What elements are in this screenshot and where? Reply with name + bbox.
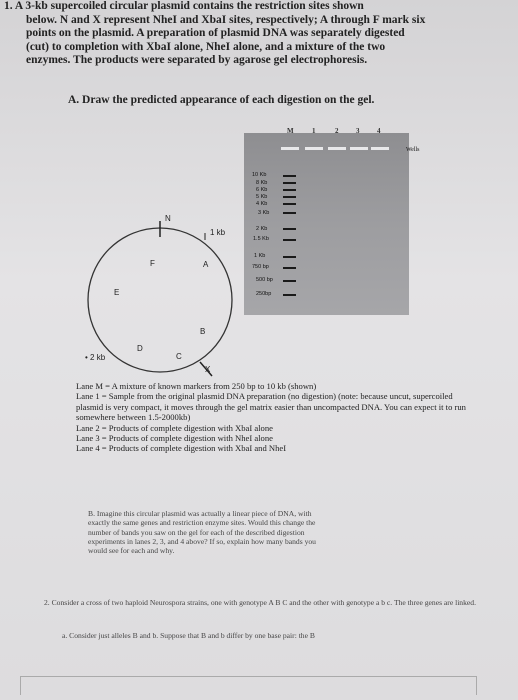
q1-line-2: below. N and X represent NheI and XbaI sites, respectively; A through F mark six: [26, 13, 426, 26]
legend-lane-3: Lane 3 = Products of complete digestion with NheI alone: [76, 433, 273, 444]
question-1a: A. Draw the predicted appearance of each digestion on the gel.: [68, 94, 375, 106]
site-n-label: N: [165, 214, 171, 223]
marker-250bp: 250bp: [256, 291, 272, 297]
marker-band-250bp: [283, 294, 296, 296]
wells-label: Wells: [406, 147, 420, 153]
point-d-label: D: [137, 344, 143, 353]
marker-1kb: 1 Kb: [254, 253, 266, 259]
lane-3-header: 3: [356, 127, 360, 135]
well-2: [328, 147, 346, 150]
legend-lane-m: Lane M = A mixture of known markers from 250 bp to 10 kb (shown): [76, 381, 317, 391]
well-3: [350, 147, 368, 150]
lane-2-header: 2: [335, 127, 339, 135]
marker-8kb: 8 Kb: [256, 180, 268, 186]
marker-10kb: 10 Kb: [252, 172, 267, 178]
marker-band-4kb: [283, 203, 296, 205]
plasmid-circle: [88, 228, 232, 372]
question-1b-text: B. Imagine this circular plasmid was actually a linear piece of DNA, with exactly the same genes and restriction enzyme sites. Would this change the number of bands you saw on the gel for each of the described digestion experiments in lanes 2, 3, and 4 above? If so, explain how many bands you would see for each and why.: [88, 509, 316, 556]
question-2: [44, 598, 484, 607]
q1-line-1: 1. A 3-kb supercoiled circular plasmid contains the restriction sites shown: [4, 0, 364, 12]
marker-3kb: 3 Kb: [258, 210, 270, 216]
question-2a: a. Consider just alleles B and b. Suppose that B and b differ by one base pair: the B: [62, 631, 315, 640]
legend-lane-4: Lane 4 = Products of complete digestion with XbaI and NheI: [76, 443, 287, 454]
agarose-gel: [244, 133, 409, 315]
point-c-label: C: [176, 352, 182, 361]
marker-band-3kb: [283, 212, 296, 214]
point-f-label: F: [150, 259, 155, 268]
answer-box: [20, 676, 477, 695]
lane-4-header: 4: [377, 127, 381, 135]
marker-band-1-5kb: [283, 239, 296, 241]
length-1kb-label: 1 kb: [210, 228, 226, 237]
length-2kb-label: • 2 kb: [85, 353, 106, 362]
lane-1-header: 1: [312, 127, 316, 135]
well-4: [371, 147, 389, 150]
site-x-label: X: [205, 365, 211, 374]
marker-2kb: 2 Kb: [256, 226, 268, 232]
marker-band-2kb: [283, 228, 296, 230]
marker-band-500bp: [283, 280, 296, 282]
q1-line-5: enzymes. The products were separated by agarose gel electrophoresis.: [26, 54, 368, 66]
marker-band-1kb: [283, 256, 296, 258]
legend-lane-1: Lane 1 = Sample from the original plasmid DNA preparation (no digestion) (note: because uncut, supercoiled plasmid is very compact, it moves through the gel matrix easier than uncompacted DNA. You can expect it to run somewhere between 1.5-2000kb): [76, 391, 466, 423]
question-2-text: 2. Consider a cross of two haploid Neurospora strains, one with genotype A B C and the other with genotype a b c. The three genes are linked.: [44, 598, 476, 607]
legend-lane-2: Lane 2 = Products of complete digestion with XbaI alone: [76, 422, 273, 433]
well-m: [281, 147, 299, 150]
well-1: [305, 147, 323, 150]
marker-4kb: 4 Kb: [256, 201, 268, 207]
point-a-label: A: [203, 260, 209, 269]
q1-line-3: points on the plasmid. A preparation of plasmid DNA was separately digested: [26, 27, 405, 39]
marker-band-6kb: [283, 189, 296, 191]
question-1b: [88, 509, 328, 555]
marker-750bp: 750 bp: [252, 264, 269, 270]
marker-band-5kb: [283, 196, 296, 198]
q1-line-4: (cut) to completion with XbaI alone, NheI alone, and a mixture of the two: [26, 40, 386, 53]
marker-6kb: 6 Kb: [256, 187, 268, 193]
marker-500bp: 500 bp: [256, 277, 273, 283]
marker-band-8kb: [283, 182, 296, 184]
point-b-label: B: [200, 327, 206, 336]
point-e-label: E: [114, 288, 120, 297]
lane-m-header: M: [287, 127, 294, 135]
lane-legend: [76, 381, 466, 454]
marker-band-750bp: [283, 267, 296, 269]
marker-5kb: 5 Kb: [256, 194, 268, 200]
marker-band-10kb: [283, 175, 296, 177]
marker-1-5kb: 1.5 Kb: [253, 236, 269, 242]
